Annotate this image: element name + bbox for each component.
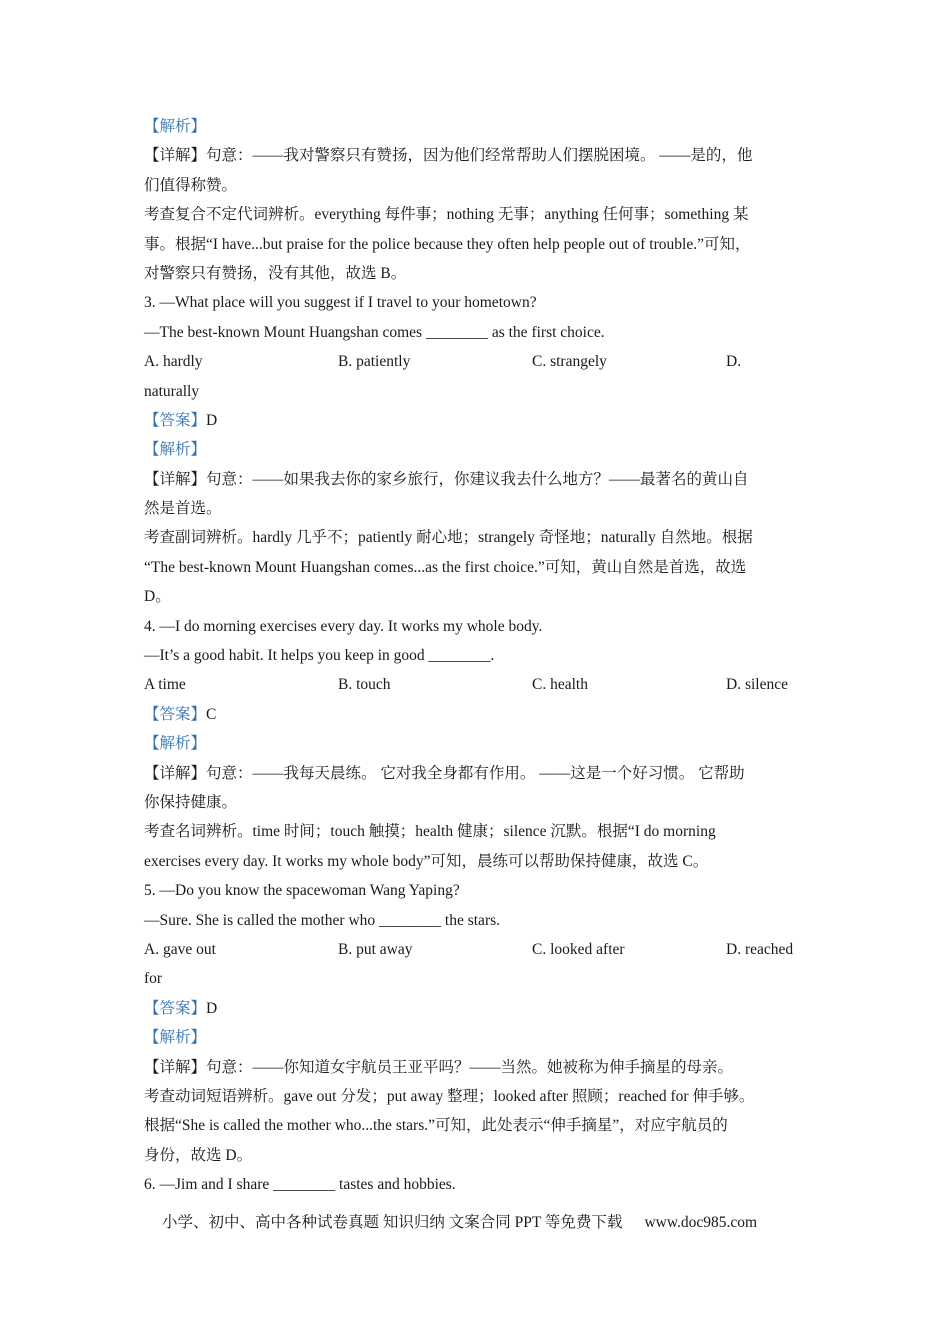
- answer-label: 【答案】: [144, 705, 207, 723]
- answer-text: [144, 706, 216, 723]
- option-d-continued: for: [144, 970, 163, 988]
- option-d: D.: [726, 353, 742, 371]
- question-3-options: [144, 347, 808, 376]
- detail-line: 【详解】句意：——我每天晨练。 它对我全身都有作用。 ——这是一个好习惯。 它帮助: [144, 764, 745, 782]
- footer-text: 小学、初中、高中各种试卷真题 知识归纳 文案合同 PPT 等免费下载: [162, 1214, 623, 1231]
- question-4-prompt: 4. —I do morning exercises every day. It works my whole body.: [144, 617, 543, 635]
- detail-line: 然是首选。: [144, 500, 222, 518]
- question-5-options: [144, 935, 808, 964]
- answer-line: [144, 406, 808, 435]
- explanation-line: 考查副词辨析。hardly 几乎不；patiently 耐心地；strangely 奇怪地；naturally 自然地。根据: [144, 529, 753, 547]
- option-c: C. strangely: [532, 353, 607, 371]
- question-3-prompt: 3. —What place will you suggest if I travel to your hometown?: [144, 294, 537, 312]
- option-d: D. silence: [726, 676, 788, 694]
- question-6-prompt: 6. —Jim and I share ________ tastes and hobbies.: [144, 1176, 456, 1194]
- option-c: C. health: [532, 676, 588, 694]
- explanation-line: 对警察只有赞扬，没有其他，故选 B。: [144, 264, 407, 282]
- option-c: C. looked after: [532, 940, 625, 958]
- option-b: B. touch: [338, 676, 391, 694]
- analysis-heading: 【解析】: [144, 1029, 207, 1047]
- detail-line: 【详解】句意：——你知道女宇航员王亚平吗？——当然。她被称为伸手摘星的母亲。: [144, 1058, 734, 1076]
- option-a: A. hardly: [144, 353, 203, 371]
- answer-line: [144, 700, 808, 729]
- question-4-options: [144, 670, 808, 699]
- analysis-heading: 【解析】: [144, 735, 207, 753]
- answer-text: [144, 1000, 217, 1017]
- answer-label: 【答案】: [144, 999, 207, 1017]
- footer-url[interactable]: www.doc985.com: [644, 1214, 758, 1231]
- explanation-line: 事。根据“I have...but praise for the police because they often help people out of trouble.”可知，: [144, 235, 751, 253]
- option-b: B. patiently: [338, 353, 411, 371]
- answer-text: [144, 412, 217, 429]
- explanation-line: D。: [144, 588, 171, 606]
- page-footer: [162, 1211, 802, 1235]
- option-d: D. reached: [726, 940, 794, 958]
- answer-letter: D: [206, 411, 218, 429]
- analysis-heading: 【解析】: [144, 441, 207, 459]
- explanation-line: 考查名词辨析。time 时间；touch 触摸；health 健康；silence 沉默。根据“I do morning: [144, 823, 716, 841]
- detail-line: 【详解】句意：——如果我去你的家乡旅行，你建议我去什么地方？——最著名的黄山自: [144, 470, 749, 488]
- option-d-continued: naturally: [144, 382, 200, 400]
- question-5-response: —Sure. She is called the mother who ________ the stars.: [144, 911, 501, 929]
- explanation-line: 考查动词短语辨析。gave out 分发；put away 整理；looked after 照顾；reached for 伸手够。: [144, 1087, 755, 1105]
- option-a: A time: [144, 676, 186, 694]
- explanation-line: “The best-known Mount Huangshan comes...as the first choice.”可知，黄山自然是首选，故选: [144, 558, 747, 576]
- detail-line: 【详解】句意：——我对警察只有赞扬，因为他们经常帮助人们摆脱困境。 ——是的，他: [144, 147, 753, 165]
- answer-letter: D: [206, 999, 218, 1017]
- explanation-line: 身份，故选 D。: [144, 1146, 253, 1164]
- explanation-line: exercises every day. It works my whole body”可知，晨练可以帮助保持健康，故选 C。: [144, 852, 709, 870]
- answer-line: [144, 994, 808, 1023]
- option-b: B. put away: [338, 940, 413, 958]
- detail-line: 你保持健康。: [144, 793, 238, 811]
- detail-line: 们值得称赞。: [144, 176, 238, 194]
- question-5-prompt: 5. —Do you know the spacewoman Wang Yaping?: [144, 882, 460, 900]
- explanation-line: 根据“She is called the mother who...the stars.”可知，此处表示“伸手摘星”，对应宇航员的: [144, 1117, 728, 1135]
- question-4-response: —It’s a good habit. It helps you keep in good ________.: [144, 647, 495, 665]
- explanation-line: 考查复合不定代词辨析。everything 每件事；nothing 无事；anything 任何事；something 某: [144, 206, 749, 224]
- option-a: A. gave out: [144, 940, 216, 958]
- answer-label: 【答案】: [144, 411, 207, 429]
- question-3-response: —The best-known Mount Huangshan comes ________ as the first choice.: [144, 323, 605, 341]
- page-content: [144, 112, 808, 1199]
- answer-letter: C: [206, 705, 217, 723]
- analysis-heading: 【解析】: [144, 118, 207, 135]
